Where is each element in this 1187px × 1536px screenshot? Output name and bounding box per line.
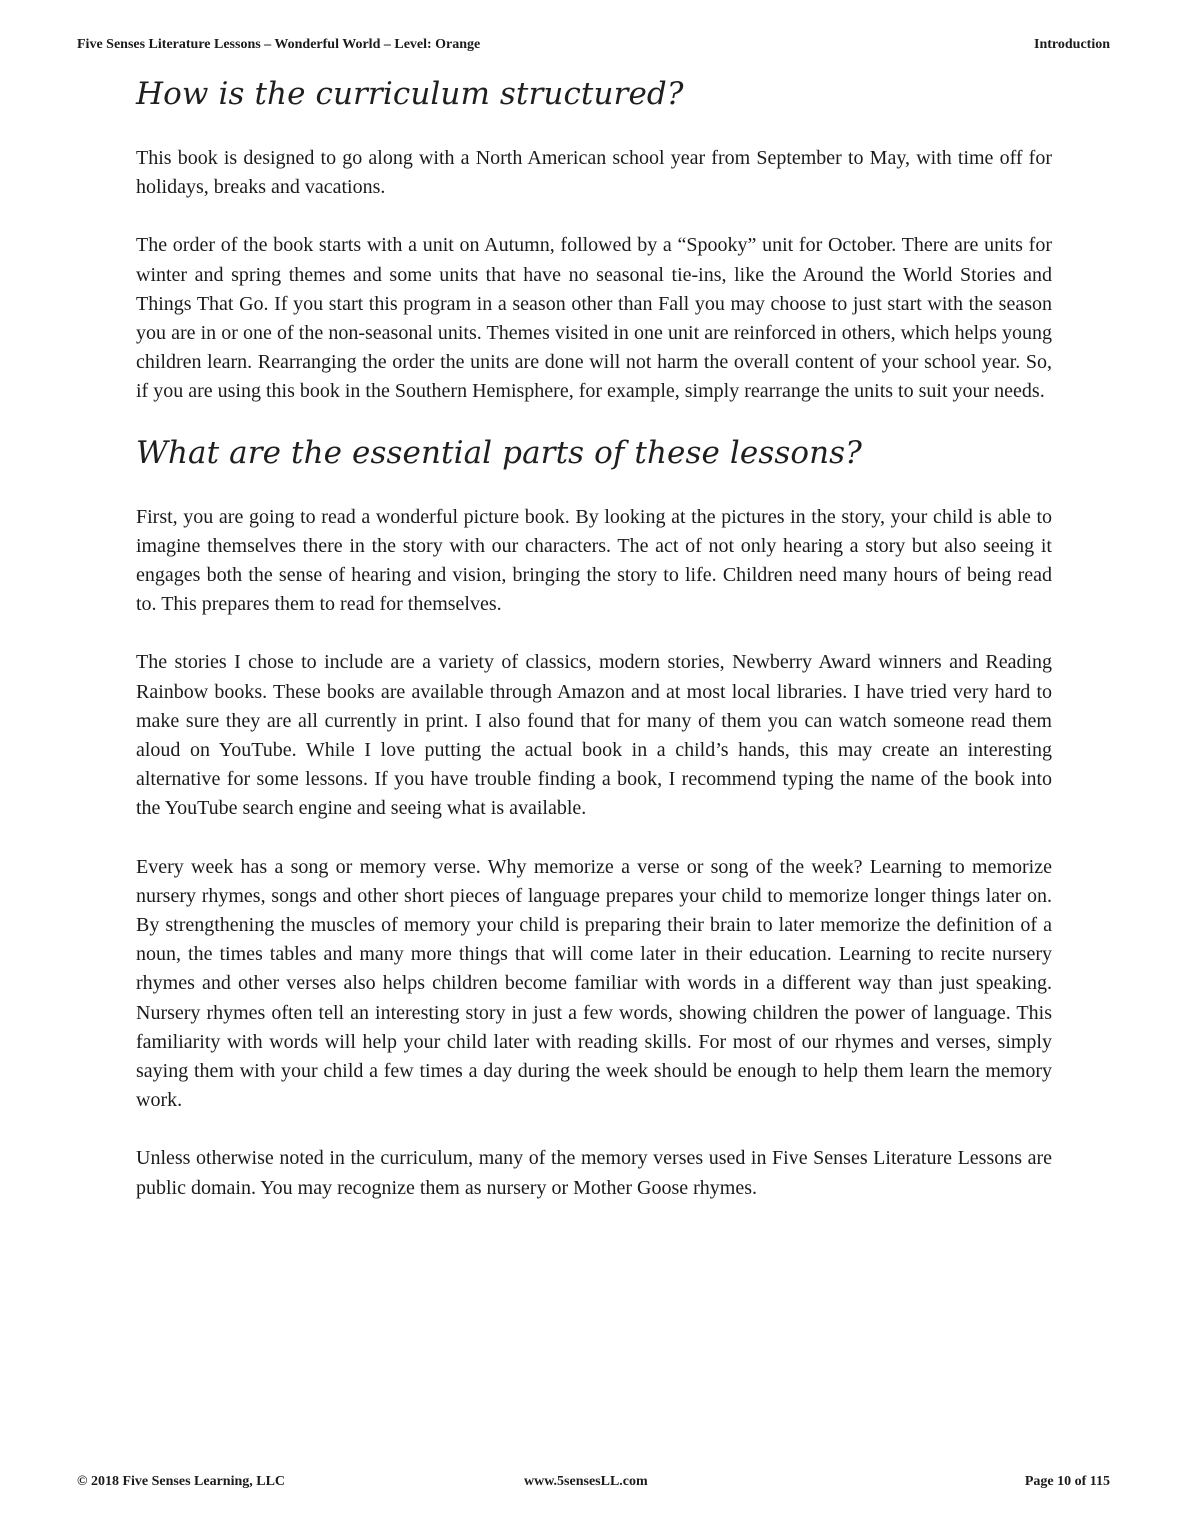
section-heading-essential-parts: What are the essential parts of these lessons? (136, 434, 862, 471)
paragraph: First, you are going to read a wonderful picture book. By looking at the pictures in the story, your child is able to imagine themselves there in the story with our characters. The act of not only hearing a story but also seeing it engages both the sense of hearing and vision, bringing the story to life. Children need many hours of being read to. This prepares them to read for themselves. (136, 505, 1052, 616)
paragraph: The stories I chose to include are a variety of classics, modern stories, Newberry Award winners and Reading Rainbow books. These books are available through Amazon and at most local libraries. I have tried very hard to make sure they are all currently in print. I also found that for many of them you can watch someone read them aloud on YouTube. While I love putting the actual book in a child’s hands, this may create an interesting alternative for some lessons. If you have trouble finding a book, I recommend typing the name of the book into the YouTube search engine and seeing what is available. (136, 651, 1052, 820)
footer-page-number: Page 10 of 115 (1024, 1474, 1110, 1489)
paragraph: This book is designed to go along with a North American school year from September to May, with time off for holidays, breaks and vacations. (136, 147, 1052, 199)
footer-website: www.5sensesLL.com (524, 1474, 648, 1489)
footer-copyright: © 2018 Five Senses Learning, LLC (77, 1474, 286, 1489)
paragraph: Every week has a song or memory verse. Why memorize a verse or song of the week? Learning to memorize nursery rhymes, songs and other short pieces of language prepares your child to memorize longer things later on. By strengthening the muscles of memory your child is preparing their brain to later memorize the definition of a noun, the times tables and many more things that will come later in their education. Learning to recite nursery rhymes and other verses also helps children become familiar with words in a different way than just speaking. Nursery rhymes often tell an interesting story in just a few words, showing children the power of language. This familiarity with words will help your child later with reading skills. For most of our rhymes and verses, simply saying them with your child a few times a day during the week should be enough to help them learn the memory work. (136, 855, 1052, 1112)
page-footer (77, 1474, 1110, 1494)
header-section: Introduction (1034, 37, 1110, 52)
section-heading-curriculum-structure: How is the curriculum structured? (136, 76, 684, 112)
paragraph: The order of the book starts with a unit on Autumn, followed by a “Spooky” unit for October. There are units for winter and spring themes and some units that have no seasonal tie-ins, like the Around the World Stories and Things That Go. If you start this program in a season other than Fall you may choose to just start with the season you are in or one of the non-seasonal units. Themes visited in one unit are reinforced in others, which helps young children learn. Rearranging the order the units are done will not harm the overall content of your school year. So, if you are using this book in the Southern Hemisphere, for example, simply rearrange the units to suit your needs. (136, 234, 1052, 403)
page-content (136, 70, 1052, 1203)
page-header (77, 37, 1110, 57)
paragraph: Unless otherwise noted in the curriculum, many of the memory verses used in Five Senses Literature Lessons are public domain. You may recognize them as nursery or Mother Goose rhymes. (136, 1147, 1052, 1199)
header-title: Five Senses Literature Lessons – Wonderful World – Level: Orange (77, 37, 481, 52)
